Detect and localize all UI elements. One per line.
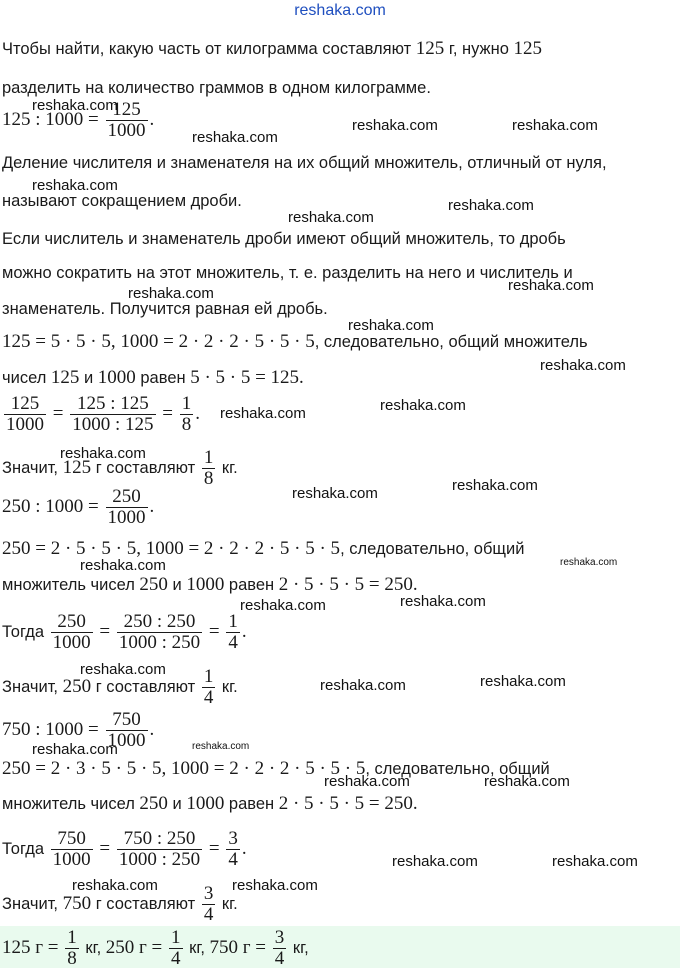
equation-lhs: 750 : 1000 = [2, 718, 104, 740]
denominator: 1000 : 250 [118, 632, 201, 653]
text: и [79, 369, 98, 387]
text: множитель чисел [2, 795, 140, 813]
text: равен [224, 576, 279, 594]
factorization: 125 = 5 · 5 · 5, 1000 = 2 · 2 · 2 · 5 · 5 · 5 [2, 331, 315, 352]
fraction [117, 612, 202, 653]
numerator: 1 [171, 927, 181, 948]
numerator: 250 [106, 487, 148, 508]
equals: = [48, 402, 69, 424]
factorization-125 [2, 331, 588, 353]
denominator: 8 [181, 414, 192, 435]
text: множитель чисел [2, 576, 140, 594]
equals: = [94, 620, 115, 642]
text: Значит, [2, 677, 63, 696]
text: кг, [80, 938, 106, 957]
fraction [180, 394, 194, 435]
denominator: 1000 [107, 730, 146, 751]
numerator: 250 [51, 612, 93, 633]
watermark: reshaka.com [32, 177, 118, 194]
dot: . [241, 620, 247, 642]
number: 125 [415, 38, 445, 59]
fraction [202, 448, 216, 489]
watermark: reshaka.com [192, 129, 278, 146]
fraction [51, 612, 93, 653]
fraction [202, 667, 216, 708]
equals: = [204, 620, 225, 642]
watermark: reshaka.com [512, 117, 598, 134]
number: 1000 [97, 367, 136, 388]
number: 125 [513, 38, 542, 59]
numerator: 125 : 125 [70, 394, 155, 415]
watermark: reshaka.com [80, 661, 166, 678]
numerator: 1 [67, 927, 77, 948]
denominator: 1000 : 125 [72, 414, 154, 435]
numerator: 3 [228, 828, 238, 849]
text: г, нужно [444, 40, 514, 58]
answer-part: 750 г = [209, 936, 271, 958]
text: Тогда [2, 839, 49, 858]
intro-line-1 [2, 38, 542, 60]
numerator: 3 [274, 927, 285, 948]
numerator: 750 [51, 829, 93, 850]
watermark: reshaka.com [508, 277, 594, 294]
fraction [273, 928, 287, 969]
numerator: 1 [203, 447, 214, 468]
answer-line [2, 928, 309, 969]
gcd-250-line [2, 574, 418, 596]
watermark: reshaka.com [380, 397, 466, 414]
numerator: 125 [4, 394, 46, 415]
denominator: 1000 [52, 632, 91, 653]
text: равен [135, 369, 191, 387]
watermark: reshaka.com [72, 877, 158, 894]
denominator: 8 [203, 468, 214, 489]
watermark: reshaka.com [32, 741, 118, 758]
text: кг. [217, 677, 238, 696]
gcd-expression: 2 · 5 · 5 · 5 = 250. [278, 574, 418, 595]
text: г составляют [91, 677, 200, 696]
number: 1000 [186, 793, 225, 814]
number: 750 [62, 892, 92, 914]
watermark: reshaka.com [484, 773, 570, 790]
watermark: reshaka.com [552, 853, 638, 870]
fraction [117, 829, 202, 870]
numerator: 750 [106, 710, 148, 731]
watermark: reshaka.com [292, 485, 378, 502]
rule-line-2: можно сократить на этот множитель, т. е. разделить на него и числитель и [2, 264, 573, 282]
factorization-750 [2, 758, 550, 780]
equals: = [94, 837, 115, 859]
watermark: reshaka.com [480, 673, 566, 690]
numerator: 125 [106, 100, 148, 121]
number: 250 [139, 793, 168, 814]
watermark: reshaka.com [540, 357, 626, 374]
factorization: 250 = 2 · 3 · 5 · 5 · 5, 1000 = 2 · 2 · 2 · 5 · 5 · 5 [2, 758, 366, 779]
fraction [65, 928, 79, 969]
equation-250 [2, 487, 154, 528]
denominator: 1000 : 250 [118, 849, 201, 870]
number: 1000 [186, 574, 225, 595]
fraction [51, 829, 93, 870]
fraction [169, 928, 183, 969]
watermark: reshaka.com [348, 317, 434, 334]
denominator: 4 [274, 948, 285, 969]
reduction-250 [2, 612, 247, 653]
text: кг. [217, 458, 238, 477]
denominator: 4 [171, 948, 181, 969]
gcd-125-line [2, 367, 304, 389]
denominator: 4 [228, 632, 238, 653]
text: и [167, 576, 187, 594]
text: и [167, 795, 187, 813]
text: , следовательно, общий [340, 540, 525, 558]
text: , следовательно, общий [365, 760, 550, 778]
rule-line-3: знаменатель. Получится равная ей дробь. [2, 300, 328, 318]
equation-lhs: 250 : 1000 = [2, 495, 104, 517]
text: чисел [2, 369, 51, 387]
denominator: 4 [203, 904, 214, 925]
numerator: 3 [203, 883, 214, 904]
fraction [70, 394, 155, 435]
equation-lhs: 125 : 1000 = [2, 108, 104, 130]
equals: = [157, 402, 178, 424]
denominator: 1000 [52, 849, 91, 870]
fraction [226, 612, 240, 653]
numerator: 1 [228, 611, 238, 632]
text: г составляют [91, 894, 200, 913]
watermark: reshaka.com [352, 117, 438, 134]
watermark: reshaka.com [240, 597, 326, 614]
denominator: 8 [67, 948, 77, 969]
rule-line-1: Если числитель и знаменатель дроби имеют общий множитель, то дробь [2, 230, 566, 248]
watermark: reshaka.com [560, 557, 618, 568]
watermark: reshaka.com [400, 593, 486, 610]
watermark: reshaka.com [452, 477, 538, 494]
denominator: 4 [228, 849, 238, 870]
text: кг. [217, 894, 238, 913]
watermark: reshaka.com [128, 285, 214, 302]
fraction [202, 884, 216, 925]
dot: . [149, 718, 155, 740]
gcd-750-line [2, 793, 418, 815]
definition-line-1: Деление числителя и знаменателя на их общий множитель, отличный от нуля, [2, 154, 607, 172]
number: 250 [139, 574, 168, 595]
number: 250 [62, 675, 92, 697]
text: Значит, [2, 894, 63, 913]
watermark: reshaka.com [324, 773, 410, 790]
watermark: reshaka.com [232, 877, 318, 894]
numerator: 1 [203, 666, 214, 687]
text: равен [224, 795, 279, 813]
denominator: 4 [203, 687, 214, 708]
numerator: 250 : 250 [117, 612, 202, 633]
answer-part: 125 г = [2, 936, 64, 958]
watermark: reshaka.com [448, 197, 534, 214]
watermark: reshaka.com [80, 557, 166, 574]
gcd-expression: 5 · 5 · 5 = 125. [190, 367, 304, 388]
number: 125 [62, 456, 92, 478]
watermark: reshaka.com [320, 677, 406, 694]
watermark: reshaka.com [32, 97, 118, 114]
factorization: 250 = 2 · 5 · 5 · 5, 1000 = 2 · 2 · 2 · 5 · 5 · 5 [2, 538, 341, 559]
gcd-expression: 2 · 5 · 5 · 5 = 250. [278, 793, 418, 814]
denominator: 1000 [107, 507, 146, 528]
watermark: reshaka.com [220, 405, 306, 422]
site-header-link[interactable]: reshaka.com [294, 2, 386, 19]
text: , следовательно, общий множитель [314, 333, 588, 351]
answer-part: 250 г = [105, 936, 168, 958]
text: Тогда [2, 622, 49, 641]
watermark: reshaka.com [60, 445, 146, 462]
denominator: 1000 [107, 120, 146, 141]
text: кг, [288, 938, 309, 957]
text: кг, [184, 938, 210, 957]
fraction [226, 829, 240, 870]
text: г составляют [91, 458, 200, 477]
denominator: 1000 [6, 414, 44, 435]
dot: . [149, 108, 155, 130]
watermark: reshaka.com [288, 209, 374, 226]
numerator: 750 : 250 [117, 829, 202, 850]
dot: . [241, 837, 247, 859]
text: Чтобы найти, какую часть от килограмма составляют [2, 40, 416, 58]
definition-line-2: называют сокращением дроби. [2, 192, 242, 210]
intro-line-2: разделить на количество граммов в одном килограмме. [2, 79, 431, 97]
text: Значит, [2, 458, 63, 477]
dot: . [149, 495, 155, 517]
dot: . [195, 402, 200, 424]
numerator: 1 [181, 393, 192, 414]
number: 125 [50, 367, 80, 388]
reduction-750 [2, 829, 247, 870]
reduction-125 [2, 394, 200, 435]
fraction [4, 394, 46, 435]
watermark: reshaka.com [192, 741, 250, 752]
watermark: reshaka.com [392, 853, 478, 870]
fraction [106, 487, 148, 528]
equals: = [204, 837, 225, 859]
